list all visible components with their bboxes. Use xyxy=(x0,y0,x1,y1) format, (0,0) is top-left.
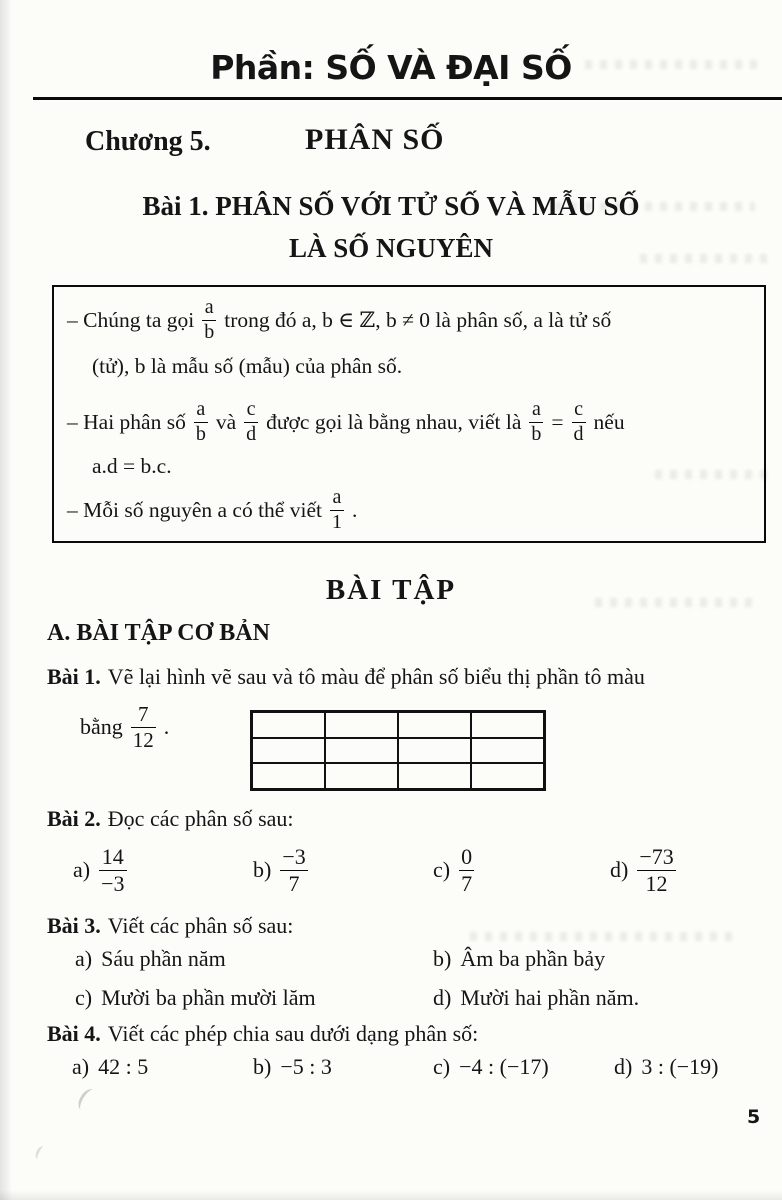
item-key: d) xyxy=(610,857,629,882)
chapter-title: PHÂN SỐ xyxy=(305,123,445,156)
item-key: b) xyxy=(253,857,272,882)
item-text: −4 : (−17) xyxy=(459,1054,549,1079)
fraction xyxy=(330,487,344,533)
item-key: a) xyxy=(72,1054,90,1079)
exercise-1-label: Bài 1. xyxy=(47,664,101,689)
fraction-denominator: b xyxy=(204,321,215,343)
page-number: 5 xyxy=(747,1106,761,1128)
grid-cell xyxy=(471,763,544,789)
item-key: c) xyxy=(433,857,451,882)
grid-cell xyxy=(252,763,325,789)
fraction xyxy=(244,399,258,445)
fraction-denominator: 12 xyxy=(132,728,154,752)
fraction-numerator: 0 xyxy=(461,843,473,869)
subsection-title: A. BÀI TẬP CƠ BẢN xyxy=(47,620,270,646)
scan-noise xyxy=(470,932,740,941)
item-text: Mười ba phần mười lăm xyxy=(101,985,316,1010)
rule-1-line-2 xyxy=(92,353,402,379)
rule-1-line-1 xyxy=(67,297,611,343)
exercise-3-item-b xyxy=(433,946,605,972)
grid-cell xyxy=(325,763,398,789)
exercise-2-statement xyxy=(47,806,294,832)
rule-2-mid1: và xyxy=(215,409,237,434)
item-key: b) xyxy=(433,946,452,971)
rule-3-post: . xyxy=(351,497,358,522)
exercise-4-item-a xyxy=(72,1054,148,1080)
rule-2-post: nếu xyxy=(593,409,625,434)
rule-2-equals: = xyxy=(551,409,564,434)
fraction xyxy=(529,399,543,445)
exercise-2-item-c xyxy=(433,844,474,896)
exercise-3-item-a xyxy=(75,946,226,972)
fraction xyxy=(194,399,208,445)
rule-2-line-2-text: a.d = b.c. xyxy=(92,453,172,478)
exercise-4-item-b xyxy=(253,1054,332,1080)
exercise-2-item-a xyxy=(73,844,127,896)
item-key: c) xyxy=(433,1054,451,1079)
rule-2-line-1 xyxy=(67,399,625,445)
grid-cell xyxy=(325,738,398,764)
grid-cell xyxy=(252,738,325,764)
exercise-1-cont-text: bằng xyxy=(80,714,123,739)
exercise-3-text: Viết các phân số sau: xyxy=(107,913,294,938)
item-text: −5 : 3 xyxy=(280,1054,332,1079)
pen-mark xyxy=(75,1086,100,1114)
fraction xyxy=(202,297,216,343)
grid-cell xyxy=(471,712,544,738)
item-key: b) xyxy=(253,1054,272,1079)
exercise-1-period: . xyxy=(163,714,170,739)
exercise-2-item-d xyxy=(610,844,676,896)
exercise-4-statement xyxy=(47,1021,478,1047)
lesson-title-line2: LÀ SỐ NGUYÊN xyxy=(288,232,494,263)
fraction-grid xyxy=(250,710,546,791)
rule-3-line xyxy=(67,487,357,533)
fraction-denominator: 7 xyxy=(288,871,300,896)
fraction xyxy=(99,845,126,896)
rule-3-pre: – Mỗi số nguyên a có thể viết xyxy=(67,497,322,522)
fraction-denominator: b xyxy=(531,423,542,445)
item-text: Sáu phần năm xyxy=(101,946,226,971)
fraction-numerator: a xyxy=(531,397,541,420)
item-text: 3 : (−19) xyxy=(641,1054,719,1079)
rule-1-pre: – Chúng ta gọi xyxy=(67,307,195,332)
lesson-title xyxy=(0,186,782,270)
exercise-2-label: Bài 2. xyxy=(47,806,101,831)
exercise-1-text: Vẽ lại hình vẽ sau và tô màu để phân số biểu thị phần tô màu xyxy=(107,664,645,689)
rule-1-line-2-text: (tử), b là mẫu số (mẫu) của phân số. xyxy=(92,353,403,378)
fraction-denominator: 7 xyxy=(461,871,473,896)
item-key: a) xyxy=(75,946,93,971)
item-key: c) xyxy=(75,985,93,1010)
grid-cell xyxy=(398,738,471,764)
exercise-2-text: Đọc các phân số sau: xyxy=(107,806,294,831)
scan-bottom-shadow xyxy=(0,1190,782,1200)
fraction-denominator: b xyxy=(195,423,206,445)
fraction-denominator: 1 xyxy=(331,511,342,533)
chapter-label: Chương 5. xyxy=(85,126,211,157)
fraction xyxy=(459,845,474,896)
exercise-1-continuation xyxy=(80,702,169,752)
fraction-numerator: −3 xyxy=(282,843,306,869)
fraction-numerator: 14 xyxy=(101,843,124,869)
item-key: d) xyxy=(433,985,452,1010)
exercise-3-statement xyxy=(47,913,293,939)
exercise-3-item-d xyxy=(433,985,639,1011)
rule-2-mid2: được gọi là bằng nhau, viết là xyxy=(266,409,522,434)
exercise-3-label: Bài 3. xyxy=(47,913,101,938)
item-key: a) xyxy=(73,857,91,882)
fraction-numerator: −73 xyxy=(639,843,674,869)
exercise-4-label: Bài 4. xyxy=(47,1021,101,1046)
fraction-numerator: 7 xyxy=(138,701,149,726)
fraction-denominator: d xyxy=(573,423,584,445)
exercise-4-item-d xyxy=(614,1054,719,1080)
item-text: Mười hai phần năm. xyxy=(460,985,640,1010)
grid-cell xyxy=(471,738,544,764)
item-key: d) xyxy=(614,1054,633,1079)
fraction-numerator: a xyxy=(196,397,206,420)
exercise-4-text: Viết các phép chia sau dưới dạng phân số: xyxy=(107,1021,479,1046)
section-title: BÀI TẬP xyxy=(325,574,457,606)
fraction xyxy=(572,399,586,445)
item-text: 42 : 5 xyxy=(98,1054,149,1079)
lesson-title-line1: Bài 1. PHÂN SỐ VỚI TỬ SỐ VÀ MẪU SỐ xyxy=(142,191,640,221)
rule-2-line-2 xyxy=(92,453,172,479)
fraction xyxy=(280,845,307,896)
fraction-denominator: d xyxy=(246,423,257,445)
exercise-3-item-c xyxy=(75,985,316,1011)
grid-cell xyxy=(398,763,471,789)
fraction-numerator: a xyxy=(204,295,214,318)
part-title: Phần: SỐ VÀ ĐẠI SỐ xyxy=(210,48,572,87)
exercise-1-statement xyxy=(47,664,645,690)
grid-cell xyxy=(252,712,325,738)
pen-mark xyxy=(33,1145,47,1161)
fraction-denominator: 12 xyxy=(645,871,668,896)
item-text: Âm ba phần bảy xyxy=(460,946,606,971)
fraction xyxy=(637,845,675,896)
theory-box xyxy=(52,285,766,543)
grid-cell xyxy=(325,712,398,738)
exercise-2-item-b xyxy=(253,844,308,896)
fraction-numerator: c xyxy=(246,397,256,420)
rule-2-pre: – Hai phân số xyxy=(67,409,186,434)
fraction-denominator: −3 xyxy=(101,871,125,896)
masthead-rule xyxy=(33,97,782,100)
fraction-numerator: a xyxy=(332,485,342,508)
fraction xyxy=(131,703,156,752)
rule-1-post: trong đó a, b ∈ ℤ, b ≠ 0 là phân số, a là tử số xyxy=(224,307,612,332)
exercise-4-item-c xyxy=(433,1054,549,1080)
fraction-numerator: c xyxy=(574,397,583,420)
grid-cell xyxy=(398,712,471,738)
